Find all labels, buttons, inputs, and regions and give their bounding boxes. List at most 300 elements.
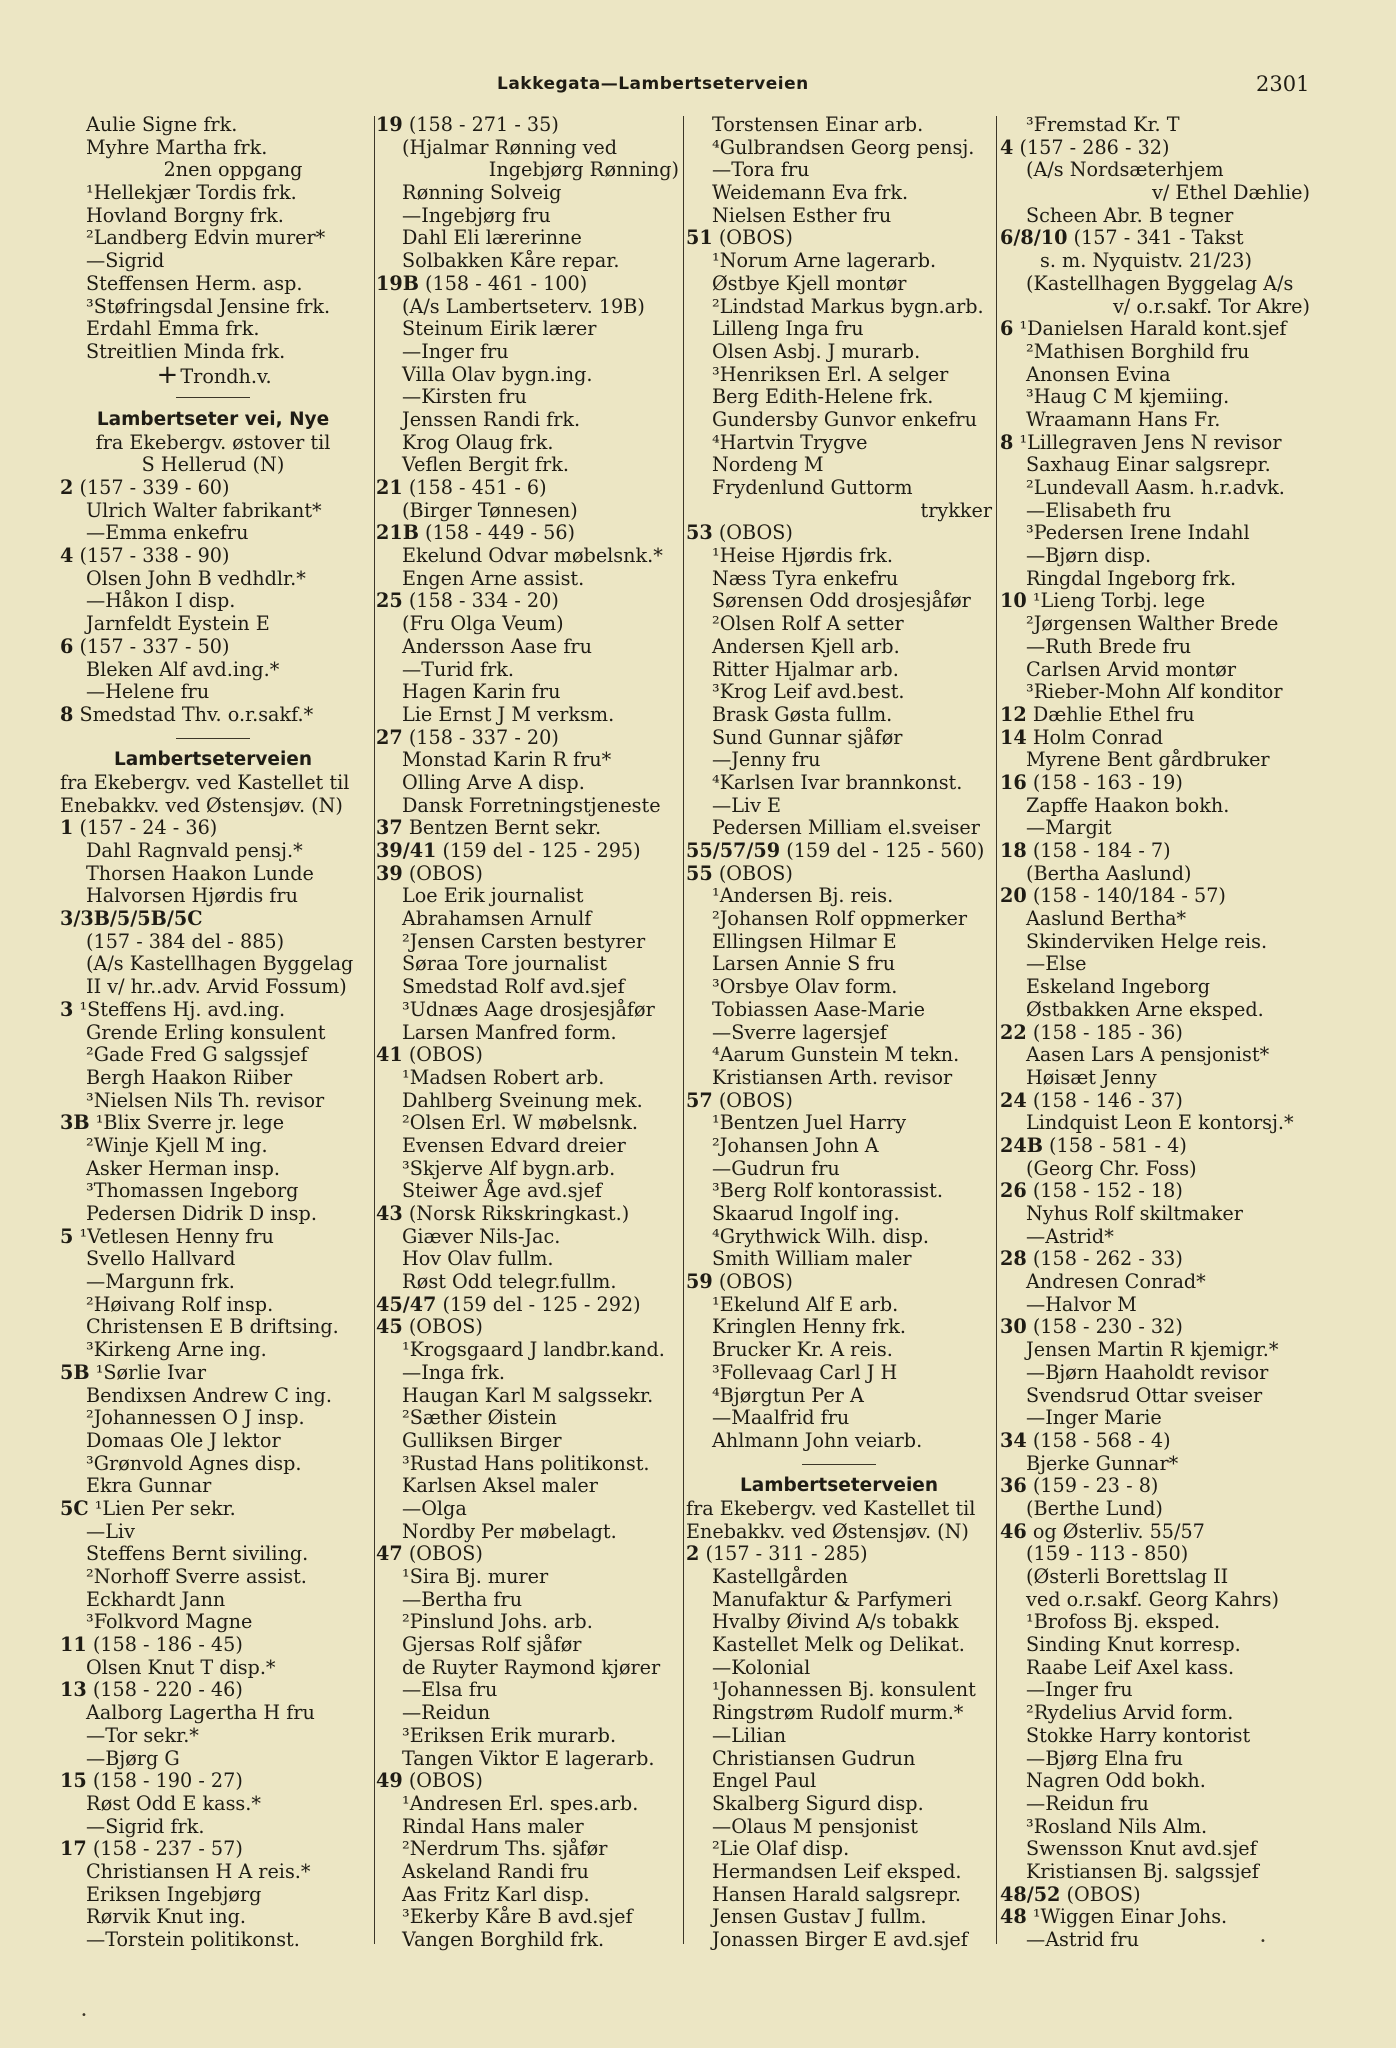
- house-number: 48/52: [1000, 1882, 1061, 1906]
- entry-text: Næss Tyra enkefru: [712, 566, 899, 590]
- directory-line: [60, 545, 366, 568]
- entry-text: Ekelund Odvar møbelsnk.*: [402, 544, 663, 568]
- house-number: 46: [1000, 1519, 1027, 1543]
- entry-text: —Lilian: [712, 1723, 787, 1747]
- directory-line: [1000, 1339, 1310, 1362]
- directory-line: [686, 273, 992, 296]
- directory-line: [376, 1702, 679, 1725]
- directory-line: [376, 1067, 679, 1090]
- entry-text: Ringdal Ingeborg frk.: [1026, 566, 1237, 590]
- entry-text: Raabe Leif Axel kass.: [1026, 1655, 1235, 1679]
- directory-line: [60, 1135, 366, 1158]
- directory-line: [1000, 318, 1310, 341]
- house-number: 17: [60, 1837, 87, 1861]
- directory-line: [686, 364, 992, 387]
- directory-line: [686, 1067, 992, 1090]
- directory-line: [686, 1498, 992, 1521]
- directory-line: [60, 1022, 366, 1045]
- house-number: 13: [60, 1678, 87, 1702]
- entry-text: ³Kirkeng Arne ing.: [86, 1338, 267, 1362]
- directory-line: [1000, 432, 1310, 455]
- directory-line: [1000, 409, 1310, 432]
- directory-line: [60, 885, 366, 908]
- house-number: 39/41: [376, 839, 437, 862]
- directory-line: [686, 1294, 992, 1317]
- entry-text: ¹Krogsgaard J landbr.kand.: [402, 1338, 665, 1362]
- entry-text: —Inga frk.: [402, 1360, 505, 1384]
- entry-text: ¹Wiggen Einar Johs.: [1032, 1905, 1228, 1929]
- entry-text: —Liv: [86, 1519, 135, 1543]
- directory-line: [686, 863, 992, 886]
- entry-text: 2nen oppgang: [163, 158, 303, 182]
- directory-line: [376, 477, 679, 500]
- directory-line: [60, 681, 366, 704]
- house-number: 22: [1000, 1020, 1027, 1044]
- entry-text: (OBOS): [718, 1270, 793, 1294]
- directory-line: [1000, 1679, 1310, 1702]
- directory-line: [686, 522, 992, 545]
- directory-line: [60, 1294, 366, 1317]
- house-number: 30: [1000, 1315, 1027, 1339]
- directory-line: [376, 976, 679, 999]
- directory-line: [686, 931, 992, 954]
- house-number: 2: [60, 476, 74, 499]
- directory-line: [60, 227, 366, 250]
- entry-text: Loe Erik journalist: [402, 884, 584, 908]
- house-number: 18: [1000, 839, 1027, 862]
- directory-line: [686, 772, 992, 795]
- directory-line: [376, 704, 679, 727]
- entry-text: Dahlberg Sveinung mek.: [402, 1088, 643, 1112]
- entry-text: Ekra Gunnar: [86, 1474, 212, 1498]
- house-number: 19: [376, 113, 403, 136]
- directory-line: [686, 749, 992, 772]
- directory-line: [376, 999, 679, 1022]
- house-number: 59: [686, 1270, 713, 1294]
- entry-text: —Håkon I disp.: [86, 589, 236, 613]
- entry-text: ¹Sira Bj. murer: [402, 1565, 549, 1588]
- directory-line: [1000, 1725, 1310, 1748]
- entry-text: —Inger fru: [1026, 1678, 1133, 1702]
- entry-text: Hov Olav fullm.: [402, 1247, 554, 1271]
- directory-line: [686, 477, 992, 500]
- directory-line: [376, 1816, 679, 1839]
- entry-text: trykker: [920, 498, 992, 522]
- directory-line: [1000, 1589, 1310, 1612]
- entry-text: (159 - 23 - 8): [1032, 1474, 1159, 1498]
- directory-line: [1000, 1521, 1310, 1544]
- directory-line: [686, 137, 992, 160]
- entry-text: v/ o.r.sakf. Tor Akre): [1112, 294, 1310, 318]
- entry-text: ⁴Gulbrandsen Georg pensj.: [712, 135, 975, 159]
- directory-line: [1000, 1430, 1310, 1453]
- directory-line: [376, 1861, 679, 1884]
- directory-line: [1000, 840, 1310, 863]
- entry-text: ³Ekerby Kåre B avd.sjef: [402, 1905, 633, 1929]
- entry-text: Grende Erling konsulent: [86, 1020, 326, 1044]
- directory-line: [1000, 500, 1310, 523]
- entry-text: Villa Olav bygn.ing.: [402, 362, 593, 386]
- entry-text: Eckhardt Jann: [86, 1587, 226, 1611]
- directory-line: [376, 182, 679, 205]
- directory-line: [376, 386, 679, 409]
- entry-text: (158 - 271 - 35): [408, 113, 559, 136]
- directory-line: [1000, 1498, 1310, 1521]
- directory-line: [60, 1566, 366, 1589]
- directory-line: [1000, 636, 1310, 659]
- directory-line: [376, 749, 679, 772]
- entry-text: ²Norhoff Sverre assist.: [86, 1565, 307, 1588]
- entry-text: Asker Herman insp.: [86, 1156, 281, 1180]
- entry-text: Rønning Solveig: [402, 181, 562, 205]
- entry-text: —Astrid*: [1026, 1224, 1114, 1248]
- directory-line: [60, 1362, 366, 1385]
- directory-line: [686, 1816, 992, 1839]
- directory-line: [1000, 1657, 1310, 1680]
- entry-text: Rørvik Knut ing.: [86, 1905, 246, 1929]
- directory-line: [1000, 1884, 1310, 1907]
- directory-line: [686, 1657, 992, 1680]
- directory-line: [376, 1385, 679, 1408]
- page-title: Lakkegata—Lambertseterveien: [497, 74, 809, 94]
- entry-text: Hermandsen Leif eksped.: [712, 1859, 962, 1883]
- entry-text: Jarnfeldt Eystein E: [86, 612, 270, 636]
- entry-text: (OBOS): [408, 1542, 483, 1566]
- directory-line: [376, 1770, 679, 1793]
- directory-line: [376, 817, 679, 840]
- directory-line: [60, 817, 366, 840]
- entry-text: —Bjørg G: [86, 1746, 180, 1770]
- directory-line: [686, 1158, 992, 1181]
- entry-text: Bendixsen Andrew C ing.: [86, 1383, 332, 1407]
- entry-text: —Liv E: [712, 793, 782, 817]
- directory-line: [376, 296, 679, 319]
- directory-line: [1000, 795, 1310, 818]
- directory-line: [376, 273, 679, 296]
- directory-line: [686, 704, 992, 727]
- entry-text: (157 - 311 - 285): [705, 1542, 868, 1566]
- directory-line: [686, 182, 992, 205]
- cross-mark-icon: +: [156, 359, 179, 390]
- entry-text: ¹Madsen Robert arb.: [402, 1065, 605, 1089]
- directory-line: [376, 1725, 679, 1748]
- entry-text: og Østerliv. 55/57: [1032, 1519, 1205, 1543]
- directory-line: [686, 636, 992, 659]
- directory-line: [686, 1906, 992, 1929]
- directory-line: [1000, 727, 1310, 750]
- entry-text: Ritter Hjalmar arb.: [712, 657, 899, 681]
- directory-line: [60, 999, 366, 1022]
- entry-text: Enebakkv. ved Østensjøv. (N): [60, 793, 343, 817]
- directory-line: [686, 500, 992, 523]
- directory-line: [1000, 364, 1310, 387]
- directory-line: [60, 250, 366, 273]
- entry-text: (158 - 152 - 18): [1032, 1179, 1183, 1203]
- directory-line: [1000, 885, 1310, 908]
- entry-text: Anonsen Evina: [1026, 362, 1171, 386]
- directory-line: [1000, 205, 1310, 228]
- directory-line: [686, 659, 992, 682]
- directory-line: [376, 454, 679, 477]
- entry-text: Nyhus Rolf skiltmaker: [1026, 1202, 1243, 1225]
- directory-line: [686, 613, 992, 636]
- directory-line: [686, 454, 992, 477]
- entry-text: ²Lie Olaf disp.: [712, 1837, 850, 1861]
- house-number: 2: [686, 1542, 700, 1566]
- entry-text: —Olga: [402, 1496, 467, 1520]
- directory-line: [376, 1566, 679, 1589]
- entry-text: ¹Bentzen Juel Harry: [712, 1111, 907, 1135]
- entry-text: Kristiansen Bj. salgssjef: [1026, 1859, 1259, 1883]
- entry-text: ³Grønvold Agnes disp.: [86, 1451, 302, 1475]
- entry-text: (Berthe Lund): [1026, 1496, 1163, 1520]
- entry-text: Engen Arne assist.: [402, 566, 585, 590]
- entry-text: ³Haug C M kjemiing.: [1026, 385, 1230, 409]
- entry-text: (OBOS): [718, 861, 793, 885]
- entry-text: Nordby Per møbelagt.: [402, 1519, 617, 1543]
- entry-text: (OBOS): [408, 861, 483, 885]
- entry-text: fra Ekebergv. ved Kastellet til: [60, 770, 350, 794]
- directory-line: [60, 137, 366, 160]
- entry-text: Monstad Karin R fru*: [402, 748, 612, 772]
- entry-text: Dæhlie Ethel fru: [1032, 702, 1195, 726]
- entry-text: II v/ hr..adv. Arvid Fossum): [86, 975, 347, 999]
- directory-line: [686, 1090, 992, 1113]
- entry-text: ⁴Bjørgtun Per A: [712, 1383, 864, 1407]
- entry-text: Stokke Harry kontorist: [1026, 1723, 1251, 1747]
- entry-text: Gjersas Rolf sjåfør: [402, 1633, 582, 1657]
- directory-line: [1000, 227, 1310, 250]
- house-number: 20: [1000, 884, 1027, 908]
- directory-line: [376, 953, 679, 976]
- directory-line: [60, 1090, 366, 1113]
- directory-line: [376, 545, 679, 568]
- directory-line: [60, 1067, 366, 1090]
- entry-text: ²Johannessen O J insp.: [86, 1406, 305, 1430]
- directory-line: [376, 1362, 679, 1385]
- entry-text: Jensen Gustav J fullm.: [712, 1905, 927, 1929]
- entry-text: ¹Danielsen Harald kont.sjef: [1019, 317, 1287, 341]
- entry-text: ³Folkvord Magne: [86, 1610, 253, 1634]
- directory-line: [686, 1861, 992, 1884]
- entry-text: ¹Heise Hjørdis frk.: [712, 544, 893, 568]
- directory-line: [686, 1748, 992, 1771]
- directory-line: [376, 908, 679, 931]
- entry-text: Sund Gunnar sjåfør: [712, 725, 903, 749]
- house-number: 53: [686, 521, 713, 545]
- directory-line: [1000, 1611, 1310, 1634]
- directory-line: [376, 795, 679, 818]
- directory-line: [1000, 1067, 1310, 1090]
- directory-line: [1000, 659, 1310, 682]
- entry-text: (OBOS): [408, 1769, 483, 1793]
- entry-text: Streitlien Minda frk.: [86, 339, 286, 363]
- entry-text: Kastellet Melk og Delikat.: [712, 1633, 965, 1657]
- directory-line: [376, 341, 679, 364]
- entry-text: ²Høivang Rolf insp.: [86, 1292, 274, 1316]
- directory-line: [1000, 137, 1310, 160]
- entry-text: Carlsen Arvid montør: [1026, 657, 1237, 681]
- page-header: [0, 72, 1396, 102]
- directory-line: [60, 1679, 366, 1702]
- directory-line: [60, 976, 366, 999]
- directory-line: [376, 1180, 679, 1203]
- directory-line: [376, 590, 679, 613]
- entry-text: Gundersby Gunvor enkefru: [712, 407, 977, 431]
- directory-line: [376, 863, 679, 886]
- entry-text: Weidemann Eva frk.: [712, 181, 909, 205]
- house-number: 4: [1000, 135, 1014, 159]
- entry-text: (159 del - 125 - 560): [786, 839, 985, 862]
- directory-line: [60, 636, 366, 659]
- directory-line: [376, 1884, 679, 1907]
- entry-text: Skalberg Sigurd disp.: [712, 1791, 924, 1815]
- directory-line: [376, 1271, 679, 1294]
- house-number: 26: [1000, 1179, 1027, 1203]
- house-number: 34: [1000, 1428, 1027, 1452]
- directory-line: [1000, 1294, 1310, 1317]
- entry-text: Østbye Kjell montør: [712, 271, 907, 295]
- directory-line: [1000, 863, 1310, 886]
- entry-text: Aas Fritz Karl disp.: [402, 1882, 590, 1906]
- house-number: 4: [60, 544, 74, 568]
- entry-text: Skinderviken Helge reis.: [1026, 929, 1268, 953]
- entry-text: ³Krog Leif avd.best.: [712, 680, 905, 704]
- entry-text: ³Udnæs Aage drosjesjåfør: [402, 997, 655, 1021]
- entry-text: (Hjalmar Rønning ved: [402, 135, 618, 159]
- entry-text: —Reidun: [402, 1701, 491, 1725]
- directory-line: [376, 1634, 679, 1657]
- directory-line: [686, 1180, 992, 1203]
- directory-line: [1000, 590, 1310, 613]
- entry-text: ²Lundevall Aasm. h.r.advk.: [1026, 476, 1285, 499]
- entry-text: —Ruth Brede fru: [1026, 634, 1192, 658]
- house-number: 45/47: [376, 1292, 437, 1316]
- directory-line: [1000, 1248, 1310, 1271]
- entry-text: Lambertseterveien: [113, 749, 313, 771]
- directory-line: [60, 1702, 366, 1725]
- section-divider: [60, 727, 366, 750]
- entry-text: —Bjørn Haaholdt revisor: [1026, 1360, 1269, 1384]
- entry-text: Rindal Hans maler: [402, 1814, 584, 1838]
- entry-text: Andersson Aase fru: [402, 634, 592, 658]
- house-number: 27: [376, 725, 403, 749]
- directory-line: [1000, 477, 1310, 500]
- entry-text: ³Rosland Nils Alm.: [1026, 1814, 1208, 1838]
- entry-text: —Tora fru: [712, 158, 810, 182]
- house-number: 57: [686, 1088, 713, 1112]
- entry-text: —Elisabeth fru: [1026, 498, 1172, 522]
- directory-line: [376, 1112, 679, 1135]
- entry-text: ³Orsbye Olav form.: [712, 975, 898, 999]
- directory-line: [686, 885, 992, 908]
- directory-line: [686, 341, 992, 364]
- directory-line: [686, 227, 992, 250]
- entry-text: —Sverre lagersjef: [712, 1020, 887, 1044]
- entry-text: Smedstad Rolf avd.sjef: [402, 975, 625, 999]
- directory-line: [60, 1816, 366, 1839]
- entry-text: —Tor sekr.*: [86, 1723, 199, 1747]
- entry-text: Aaslund Bertha*: [1026, 907, 1187, 931]
- entry-text: Halvorsen Hjørdis fru: [86, 884, 298, 908]
- entry-text: —Kirsten fru: [402, 385, 527, 409]
- entry-text: —Ingebjørg fru: [402, 203, 551, 227]
- entry-text: Hovland Borgny frk.: [86, 203, 284, 227]
- entry-text: —Astrid fru: [1026, 1928, 1139, 1951]
- house-number: 47: [376, 1542, 403, 1566]
- entry-text: Holm Conrad: [1032, 725, 1164, 749]
- directory-line: [686, 1271, 992, 1294]
- directory-line: [1000, 1838, 1310, 1861]
- directory-line: [1000, 1226, 1310, 1249]
- entry-text: Vangen Borghild frk.: [402, 1928, 605, 1951]
- directory-line: [1000, 1407, 1310, 1430]
- entry-text: Andersen Kjell arb.: [712, 634, 900, 658]
- entry-text: (159 - 113 - 850): [1026, 1542, 1189, 1566]
- directory-line: [1000, 976, 1310, 999]
- entry-text: Veflen Bergit frk.: [402, 453, 569, 477]
- directory-line: [1000, 1090, 1310, 1113]
- directory-line: [686, 727, 992, 750]
- entry-text: Kastellgården: [712, 1565, 848, 1588]
- directory-line: [60, 1543, 366, 1566]
- entry-text: ¹Lillegraven Jens N revisor: [1019, 430, 1282, 454]
- directory-line: [686, 1521, 992, 1544]
- entry-text: Hagen Karin fru: [402, 680, 561, 704]
- entry-text: ¹Hellekjær Tordis frk.: [86, 181, 297, 205]
- house-number: 49: [376, 1769, 403, 1793]
- directory-line: [376, 681, 679, 704]
- entry-text: ¹Andresen Erl. spes.arb.: [402, 1791, 639, 1815]
- directory-line: [1000, 1566, 1310, 1589]
- house-number: 55/57/59: [686, 839, 781, 862]
- entry-text: Evensen Edvard dreier: [402, 1133, 626, 1157]
- section-divider: [686, 1453, 992, 1476]
- entry-text: ³Berg Rolf kontorassist.: [712, 1179, 943, 1203]
- entry-text: —Kolonial: [712, 1655, 811, 1679]
- directory-line: [376, 1316, 679, 1339]
- entry-text: ²Pinslund Johs. arb.: [402, 1610, 593, 1634]
- entry-text: Frydenlund Guttorm: [712, 476, 913, 499]
- entry-text: Berg Edith-Helene frk.: [712, 385, 934, 409]
- entry-text: (158 - 568 - 4): [1032, 1428, 1171, 1452]
- directory-line: [376, 1906, 679, 1929]
- entry-text: Aalborg Lagertha H fru: [86, 1701, 315, 1725]
- house-number: 11: [60, 1633, 87, 1657]
- directory-line: [376, 727, 679, 750]
- directory-line: [686, 1430, 992, 1453]
- entry-text: (158 - 334 - 20): [408, 589, 559, 613]
- entry-text: (A/s Nordsæterhjem: [1026, 158, 1224, 182]
- entry-text: (158 - 230 - 32): [1032, 1315, 1183, 1339]
- directory-line: [60, 1180, 366, 1203]
- directory-line: [60, 704, 366, 727]
- directory-line: [1000, 1044, 1310, 1067]
- entry-text: Steffens Bernt siviling.: [86, 1542, 309, 1566]
- directory-line: [1000, 1453, 1310, 1476]
- entry-text: Enebakkv. ved Østensjøv. (N): [686, 1519, 969, 1543]
- directory-line: [60, 590, 366, 613]
- entry-text: —Inger Marie: [1026, 1406, 1162, 1430]
- house-number: 5C: [60, 1496, 89, 1520]
- directory-line: [60, 1770, 366, 1793]
- directory-line: [686, 432, 992, 455]
- entry-text: Svendsrud Ottar sveiser: [1026, 1383, 1263, 1407]
- directory-line: [60, 1838, 366, 1861]
- entry-text: Ellingsen Hilmar E: [712, 929, 897, 953]
- column-2: [376, 114, 679, 1952]
- directory-line: [376, 1044, 679, 1067]
